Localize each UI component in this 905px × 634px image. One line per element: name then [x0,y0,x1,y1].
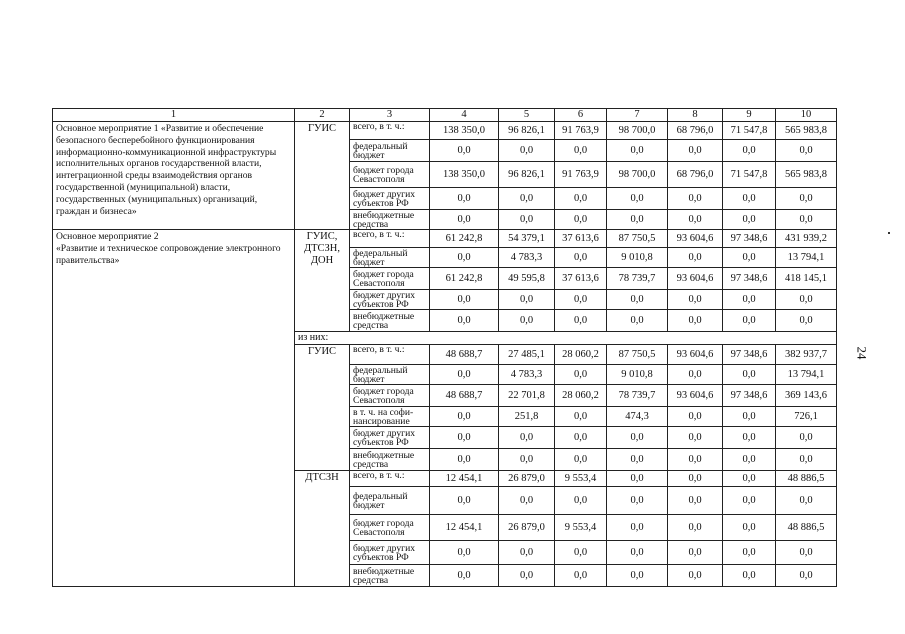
value-cell: 93 604,6 [668,345,723,365]
value-cell: 37 613,6 [555,230,607,248]
value-cell: 0,0 [723,515,776,541]
measure-1-executor: ГУИС [295,122,350,230]
value-cell: 0,0 [607,140,668,162]
value-cell: 48 886,5 [776,471,837,487]
value-cell: 0,0 [668,188,723,210]
value-cell: 4 783,3 [499,365,555,385]
value-cell: 0,0 [499,140,555,162]
value-cell: 61 242,8 [430,230,499,248]
value-cell: 28 060,2 [555,385,607,407]
value-cell: 0,0 [668,541,723,565]
table-row [53,230,837,248]
value-cell: 93 604,6 [668,230,723,248]
value-cell: 0,0 [607,188,668,210]
value-cell: 98 700,0 [607,162,668,188]
value-cell: 12 454,1 [430,515,499,541]
value-cell: 97 348,6 [723,385,776,407]
value-cell: 0,0 [776,541,837,565]
value-cell: 0,0 [776,310,837,332]
funding-source-cell: бюджет других субъектов РФ [350,188,430,210]
funding-source-cell: бюджет города Севастополя [350,515,430,541]
value-cell: 71 547,8 [723,162,776,188]
value-cell: 26 879,0 [499,515,555,541]
value-cell: 93 604,6 [668,385,723,407]
value-cell: 0,0 [668,471,723,487]
value-cell: 0,0 [723,427,776,449]
funding-source-cell: внебюджетные средства [350,310,430,332]
value-cell: 0,0 [607,310,668,332]
value-cell: 0,0 [430,140,499,162]
value-cell: 0,0 [499,427,555,449]
value-cell: 431 939,2 [776,230,837,248]
value-cell: 0,0 [499,541,555,565]
value-cell: 0,0 [723,407,776,427]
funding-source-cell: внебюджетные средства [350,565,430,587]
value-cell: 0,0 [555,487,607,515]
value-cell: 0,0 [430,407,499,427]
value-cell: 0,0 [499,487,555,515]
value-cell: 96 826,1 [499,122,555,140]
value-cell: 78 739,7 [607,268,668,290]
value-cell: 0,0 [430,210,499,230]
col-header: 6 [555,109,607,122]
value-cell: 0,0 [555,310,607,332]
value-cell: 0,0 [776,427,837,449]
funding-source-cell: федеральный бюджет [350,140,430,162]
value-cell: 0,0 [723,290,776,310]
value-cell: 0,0 [668,210,723,230]
value-cell: 0,0 [607,290,668,310]
value-cell: 0,0 [607,565,668,587]
value-cell: 0,0 [723,140,776,162]
funding-source-cell: бюджет других субъектов РФ [350,290,430,310]
value-cell: 98 700,0 [607,122,668,140]
value-cell: 0,0 [607,427,668,449]
value-cell: 91 763,9 [555,162,607,188]
col-header: 4 [430,109,499,122]
value-cell: 97 348,6 [723,268,776,290]
value-cell: 0,0 [668,565,723,587]
value-cell: 0,0 [723,487,776,515]
budget-table [52,108,837,587]
value-cell: 0,0 [555,365,607,385]
value-cell: 0,0 [723,210,776,230]
value-cell: 0,0 [668,487,723,515]
value-cell: 0,0 [555,565,607,587]
col-header: 8 [668,109,723,122]
value-cell: 0,0 [723,449,776,471]
table-body [53,109,837,587]
col-header: 5 [499,109,555,122]
value-cell: 0,0 [723,248,776,268]
value-cell: 0,0 [668,310,723,332]
col-header: 7 [607,109,668,122]
value-cell: 0,0 [723,471,776,487]
value-cell: 138 350,0 [430,162,499,188]
measure-2-heading: Основное мероприятие 2 [56,231,159,242]
funding-source-cell: бюджет города Севастополя [350,162,430,188]
value-cell: 0,0 [607,471,668,487]
col-header: 9 [723,109,776,122]
value-cell: 48 688,7 [430,345,499,365]
value-cell: 0,0 [607,487,668,515]
value-cell: 49 595,8 [499,268,555,290]
value-cell: 0,0 [430,565,499,587]
value-cell: 0,0 [668,140,723,162]
value-cell: 0,0 [776,565,837,587]
measure-2-executors: ГУИС, ДТСЗН, ДОН [295,230,350,332]
value-cell: 13 794,1 [776,248,837,268]
value-cell: 48 688,7 [430,385,499,407]
measure-1-title: Основное мероприятие 1 «Развитие и обеспечение безопасного бесперебойного функционирования информационно-коммуникационной инфраструктуры исполнительных органов государственной власти, интеграционной среды взаимодействия органов государственной (муниципальной) власти, государственных (муниципальных) организаций, граждан и бизнеса» [53,122,295,230]
value-cell: 96 826,1 [499,162,555,188]
value-cell: 0,0 [499,290,555,310]
funding-source-cell: внебюджетные средства [350,210,430,230]
value-cell: 418 145,1 [776,268,837,290]
value-cell: 0,0 [430,310,499,332]
value-cell: 0,0 [430,188,499,210]
dtszn-executor: ДТСЗН [295,471,350,587]
funding-source-cell: федеральный бюджет [350,248,430,268]
value-cell: 0,0 [723,565,776,587]
value-cell: 0,0 [723,541,776,565]
value-cell: 0,0 [668,290,723,310]
value-cell: 9 010,8 [607,365,668,385]
value-cell: 0,0 [430,248,499,268]
value-cell: 0,0 [668,427,723,449]
value-cell: 474,3 [607,407,668,427]
value-cell: 68 796,0 [668,122,723,140]
column-number-row [53,109,837,122]
table-row [53,122,837,140]
funding-source-cell: бюджет других субъектов РФ [350,541,430,565]
scan-mark [888,232,890,234]
value-cell: 0,0 [430,427,499,449]
value-cell: 0,0 [555,140,607,162]
value-cell: 54 379,1 [499,230,555,248]
value-cell: 0,0 [555,449,607,471]
value-cell: 61 242,8 [430,268,499,290]
value-cell: 0,0 [555,210,607,230]
value-cell: 0,0 [723,188,776,210]
value-cell: 565 983,8 [776,122,837,140]
value-cell: 0,0 [776,290,837,310]
value-cell: 0,0 [499,210,555,230]
value-cell: 12 454,1 [430,471,499,487]
funding-source-cell: федеральный бюджет [350,365,430,385]
value-cell: 0,0 [668,515,723,541]
page-number: 24 [854,346,870,360]
value-cell: 93 604,6 [668,268,723,290]
value-cell: 97 348,6 [723,230,776,248]
value-cell: 0,0 [555,541,607,565]
value-cell: 0,0 [499,310,555,332]
value-cell: 0,0 [555,407,607,427]
value-cell: 28 060,2 [555,345,607,365]
value-cell: 0,0 [776,140,837,162]
value-cell: 726,1 [776,407,837,427]
col-header: 2 [295,109,350,122]
value-cell: 9 553,4 [555,471,607,487]
funding-source-cell: бюджет других субъектов РФ [350,427,430,449]
value-cell: 0,0 [776,449,837,471]
funding-source-cell: всего, в т. ч.: [350,122,430,140]
value-cell: 0,0 [430,487,499,515]
funding-source-cell: бюджет города Севастополя [350,268,430,290]
value-cell: 0,0 [723,365,776,385]
measure-2-title [53,230,295,587]
value-cell: 0,0 [668,449,723,471]
funding-source-cell: всего, в т. ч.: [350,345,430,365]
value-cell: 0,0 [668,248,723,268]
value-cell: 382 937,7 [776,345,837,365]
value-cell: 251,8 [499,407,555,427]
value-cell: 565 983,8 [776,162,837,188]
value-cell: 0,0 [607,449,668,471]
value-cell: 9 553,4 [555,515,607,541]
value-cell: 0,0 [607,541,668,565]
value-cell: 0,0 [555,188,607,210]
value-cell: 0,0 [499,449,555,471]
value-cell: 9 010,8 [607,248,668,268]
value-cell: 97 348,6 [723,345,776,365]
funding-source-cell: всего, в т. ч.: [350,471,430,487]
value-cell: 0,0 [723,310,776,332]
guis-executor: ГУИС [295,345,350,471]
value-cell: 27 485,1 [499,345,555,365]
value-cell: 0,0 [499,188,555,210]
value-cell: 0,0 [668,407,723,427]
value-cell: 22 701,8 [499,385,555,407]
col-header: 10 [776,109,837,122]
value-cell: 0,0 [555,248,607,268]
of-which-label: из них: [295,332,837,345]
col-header: 1 [53,109,295,122]
col-header: 3 [350,109,430,122]
funding-source-cell: федеральный бюджет [350,487,430,515]
value-cell: 0,0 [668,365,723,385]
value-cell: 91 763,9 [555,122,607,140]
value-cell: 0,0 [555,290,607,310]
value-cell: 138 350,0 [430,122,499,140]
value-cell: 0,0 [430,541,499,565]
value-cell: 0,0 [607,210,668,230]
value-cell: 0,0 [430,290,499,310]
value-cell: 0,0 [430,365,499,385]
funding-source-cell: всего, в т. ч.: [350,230,430,248]
value-cell: 71 547,8 [723,122,776,140]
value-cell: 0,0 [776,210,837,230]
value-cell: 0,0 [776,487,837,515]
funding-source-cell: в т. ч. на софи-нансирование [350,407,430,427]
value-cell: 0,0 [776,188,837,210]
funding-source-cell: внебюджетные средства [350,449,430,471]
value-cell: 87 750,5 [607,230,668,248]
value-cell: 68 796,0 [668,162,723,188]
value-cell: 48 886,5 [776,515,837,541]
value-cell: 0,0 [430,449,499,471]
value-cell: 37 613,6 [555,268,607,290]
value-cell: 26 879,0 [499,471,555,487]
value-cell: 4 783,3 [499,248,555,268]
value-cell: 0,0 [607,515,668,541]
value-cell: 87 750,5 [607,345,668,365]
value-cell: 78 739,7 [607,385,668,407]
funding-source-cell: бюджет города Севастополя [350,385,430,407]
measure-2-description: «Развитие и техническое сопровождение электронного правительства» [56,242,281,266]
value-cell: 0,0 [555,427,607,449]
value-cell: 0,0 [499,565,555,587]
value-cell: 13 794,1 [776,365,837,385]
value-cell: 369 143,6 [776,385,837,407]
